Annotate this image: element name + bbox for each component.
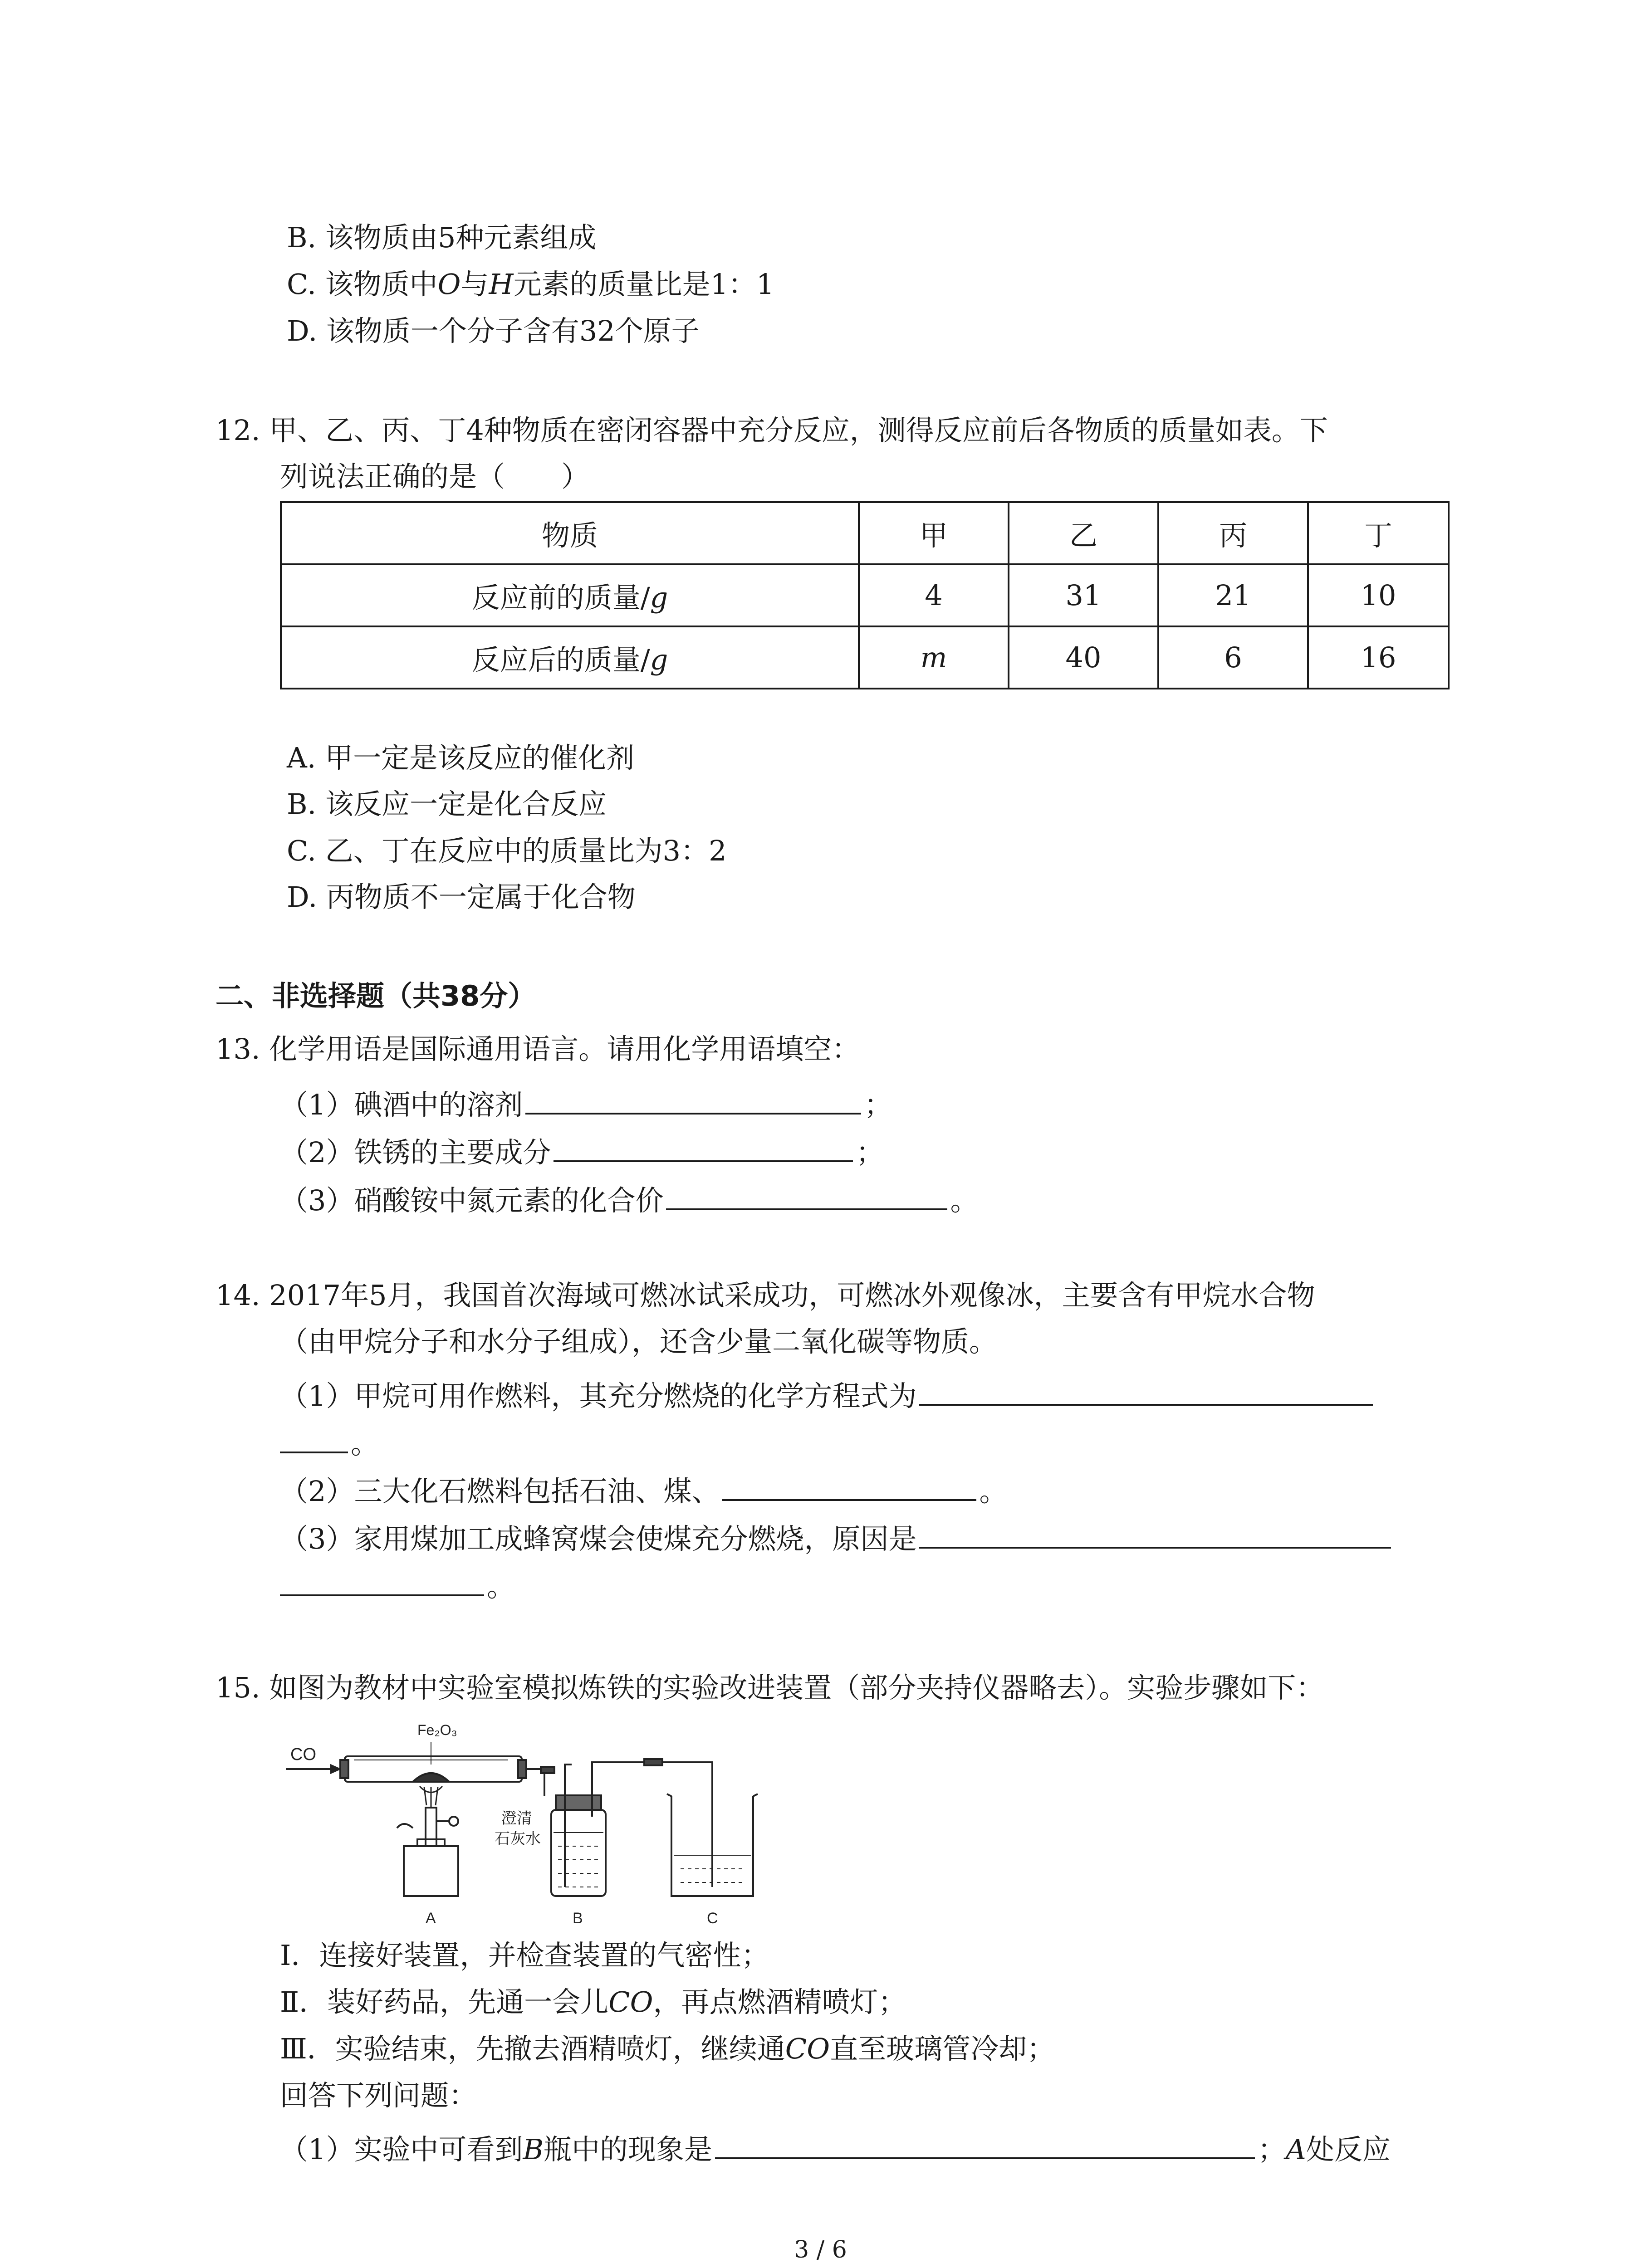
table-cell: 21: [1158, 564, 1308, 626]
q11-option-b: B. 该物质由5种元素组成: [287, 221, 597, 254]
q15-part1-a: A: [1286, 2133, 1306, 2166]
table-cell: 31: [1009, 564, 1158, 626]
q14-stem-line2: （由甲烷分子和水分子组成），还含少量二氧化碳等物质。: [280, 1325, 998, 1358]
table-cell: m: [859, 626, 1009, 689]
q14-part2: [280, 1473, 1008, 1508]
label-a: A: [426, 1910, 436, 1927]
q14-part3-cont: [280, 1568, 515, 1601]
q15-step2: [280, 1985, 906, 2019]
answer-blank[interactable]: [554, 1134, 853, 1162]
co-label: CO: [290, 1745, 316, 1764]
burner-valve: [449, 1817, 458, 1826]
q11-option-c-h: H: [489, 268, 514, 301]
beaker-c-tube: [667, 1762, 712, 1887]
q14-part1: [280, 1378, 1376, 1413]
bottle-b: [551, 1810, 606, 1896]
q13-part1: [280, 1086, 892, 1119]
q11-option-c-post: 元素的质量比是1：1: [513, 268, 774, 301]
answer-blank[interactable]: [525, 1086, 861, 1114]
table-cell: 10: [1308, 564, 1449, 626]
q14-part1-text: （1）甲烷可用作燃料，其充分燃烧的化学方程式为: [280, 1379, 917, 1413]
table-cell: 6: [1158, 626, 1308, 689]
row-label-unit: g: [650, 581, 668, 614]
label-b: B: [573, 1910, 583, 1927]
q13-part2-text: （2）铁锈的主要成分: [280, 1136, 551, 1169]
page-number: 3 / 6: [794, 2236, 847, 2263]
table-header-cell: 丙: [1158, 502, 1308, 564]
answer-blank[interactable]: [280, 1425, 348, 1453]
q14-part3: [280, 1520, 1394, 1553]
answer-blank[interactable]: [666, 1182, 947, 1210]
fe2o3-label: Fe₂O₃: [417, 1722, 457, 1738]
q12-option-a: A. 甲一定是该反应的催化剂: [287, 741, 635, 774]
answer-blank[interactable]: [919, 1520, 1391, 1549]
limewater-label-2: 石灰水: [495, 1830, 541, 1848]
q11-option-c-o: O: [437, 268, 461, 301]
q15-part1-text: （1）实验中可看到: [280, 2133, 523, 2166]
table-row-label: [281, 564, 859, 626]
q13-part2: [280, 1134, 884, 1167]
flame: [420, 1786, 442, 1808]
q13-part1-text: （1）碘酒中的溶剂: [280, 1088, 523, 1121]
answer-blank[interactable]: [722, 1473, 976, 1501]
q15-step1: Ⅰ．连接好装置，并检查装置的气密性；: [280, 1939, 769, 1972]
q15-step2-co: CO: [608, 1985, 653, 2019]
limewater-label-1: 澄清: [501, 1810, 532, 1827]
table-cell: 4: [859, 564, 1009, 626]
q13-stem: 13. 化学用语是国际通用语言。请用化学用语填空：: [216, 1032, 860, 1066]
q11-option-c-mid: 与: [460, 268, 489, 301]
q12-option-b: B. 该反应一定是化合反应: [287, 787, 607, 821]
q15-part1-sep: ；: [1258, 2133, 1286, 2166]
q12-stem-line2: 列说法正确的是（ ）: [280, 460, 590, 493]
table-header-row: [281, 502, 1449, 564]
q13-part3: [280, 1182, 978, 1215]
q15-step2-post: ，再点燃酒精喷灯；: [653, 1985, 906, 2019]
q15-answer-intro: 回答下列问题：: [280, 2079, 477, 2112]
fe2o3-powder: [413, 1773, 449, 1782]
table-header-cell: 甲: [859, 502, 1009, 564]
q14-part1-cont: [280, 1425, 379, 1458]
q15-step3-co: CO: [785, 2032, 830, 2065]
q15-part1-post: 处反应: [1306, 2133, 1391, 2166]
q14-part3-end: 。: [487, 1570, 515, 1603]
table-row: [281, 626, 1449, 689]
q14-part3-text: （3）家用煤加工成蜂窝煤会使煤充分燃烧，原因是: [280, 1522, 917, 1555]
burner-handle: [397, 1824, 413, 1828]
table-row: [281, 564, 1449, 626]
row-label-unit: g: [650, 643, 668, 676]
q11-option-c-text: C. 该物质中: [287, 268, 438, 301]
table-row-label: [281, 626, 859, 689]
experiment-apparatus-diagram: [281, 1715, 794, 1932]
q12-stem-line1: 12. 甲、乙、丙、丁4种物质在密闭容器中充分反应，测得反应前后各物质的质量如表。下: [216, 414, 1328, 447]
q11-option-d: D. 该物质一个分子含有32个原子: [287, 314, 700, 347]
q15-step3-text: Ⅲ．实验结束，先撤去酒精喷灯，继续通: [280, 2032, 785, 2065]
q15-stem: 15. 如图为教材中实验室模拟炼铁的实验改进装置（部分夹持仪器略去）。实验步骤如下：: [216, 1671, 1324, 1704]
q15-part1-mid: 瓶中的现象是: [544, 2133, 713, 2166]
q15-part1: [280, 2131, 1391, 2164]
q13-part3-end: 。: [950, 1184, 979, 1217]
section-title: 二、非选择题（共38分）: [216, 979, 536, 1012]
q14-part1-end: 。: [351, 1427, 379, 1460]
co-arrow-head: [331, 1765, 339, 1773]
burner-neck: [426, 1808, 436, 1846]
stopper-left: [340, 1760, 348, 1778]
answer-blank[interactable]: [280, 1568, 484, 1596]
q14-stem-line1: 14. 2017年5月，我国首次海域可燃冰试采成功，可燃冰外观像冰，主要含有甲烷水合物: [216, 1279, 1315, 1312]
burner-tank: [404, 1846, 458, 1896]
q12-option-c: C. 乙、丁在反应中的质量比为3：2: [287, 834, 727, 867]
row-label-text: 反应后的质量/: [471, 643, 650, 676]
q15-step3-post: 直至玻璃管冷却；: [830, 2032, 1055, 2065]
label-c: C: [707, 1910, 718, 1927]
q11-option-c: [287, 268, 774, 301]
q12-option-d: D. 丙物质不一定属于化合物: [287, 880, 636, 914]
q14-part2-end: 。: [979, 1475, 1008, 1508]
stopper-right: [518, 1760, 526, 1778]
table-header-cell: 乙: [1009, 502, 1158, 564]
row-label-text: 反应前的质量/: [471, 581, 650, 614]
q15-part1-b: B: [523, 2133, 544, 2166]
bottle-b-cap: [556, 1795, 601, 1810]
answer-blank[interactable]: [919, 1378, 1373, 1406]
q15-step2-text: Ⅱ．装好药品，先通一会儿: [280, 1985, 609, 2019]
q12-mass-table: [280, 501, 1450, 689]
q13-part1-end: ；: [864, 1088, 892, 1121]
q13-part2-end: ；: [856, 1136, 884, 1169]
table-cell: 16: [1308, 626, 1449, 689]
table-cell: 40: [1009, 626, 1158, 689]
q15-step3: [280, 2032, 1055, 2065]
q14-part2-text: （2）三大化石燃料包括石油、煤、: [280, 1475, 720, 1508]
q13-part3-text: （3）硝酸铵中氮元素的化合价: [280, 1184, 664, 1217]
answer-blank[interactable]: [715, 2131, 1255, 2159]
table-header-cell: 物质: [281, 502, 859, 564]
table-header-cell: 丁: [1308, 502, 1449, 564]
